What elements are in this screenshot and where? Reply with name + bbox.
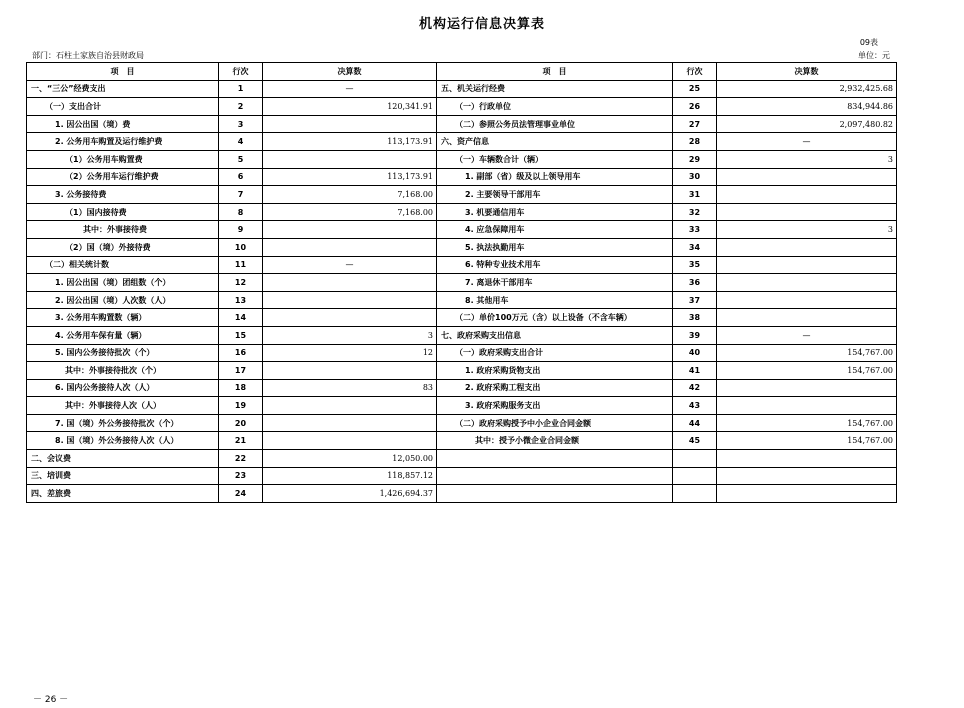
item-name-cell	[437, 467, 673, 485]
item-name-cell: （一）支出合计	[27, 98, 219, 116]
amount-cell	[717, 467, 897, 485]
amount-cell	[263, 414, 437, 432]
line-number-cell: 5	[219, 150, 263, 168]
line-number-cell: 22	[219, 450, 263, 468]
line-number-cell: 35	[673, 256, 717, 274]
line-number-cell: 25	[673, 80, 717, 98]
amount-cell: 3	[717, 150, 897, 168]
table-row	[27, 362, 897, 380]
table-row	[27, 256, 897, 274]
line-number-cell: 29	[673, 150, 717, 168]
table-body	[27, 80, 897, 502]
item-name-cell: 1. 因公出国（境）团组数（个）	[27, 274, 219, 292]
item-name-cell: 2. 主要领导干部用车	[437, 186, 673, 204]
line-number-cell: 32	[673, 203, 717, 221]
item-name-cell: 1. 因公出国（境）费	[27, 115, 219, 133]
amount-cell	[717, 168, 897, 186]
column-header-line: 行次	[673, 63, 717, 81]
line-number-cell: 38	[673, 309, 717, 327]
item-name-cell: 6. 国内公务接待人次（人）	[27, 379, 219, 397]
item-name-cell: 3. 政府采购服务支出	[437, 397, 673, 415]
amount-cell: 113,173.91	[263, 168, 437, 186]
amount-cell	[263, 362, 437, 380]
amount-cell	[717, 238, 897, 256]
line-number-cell: 18	[219, 379, 263, 397]
line-number-cell: 27	[673, 115, 717, 133]
line-number-cell: 12	[219, 274, 263, 292]
line-number-cell: 30	[673, 168, 717, 186]
column-header-item: 项 目	[27, 63, 219, 81]
line-number-cell: 15	[219, 326, 263, 344]
amount-cell: —	[263, 256, 437, 274]
line-number-cell: 6	[219, 168, 263, 186]
line-number-cell: 13	[219, 291, 263, 309]
line-number-cell: 2	[219, 98, 263, 116]
item-name-cell: 其中：授予小微企业合同金额	[437, 432, 673, 450]
item-name-cell: （1）国内接待费	[27, 203, 219, 221]
item-name-cell: 三、培训费	[27, 467, 219, 485]
item-name-cell: （二）参照公务员法管理事业单位	[437, 115, 673, 133]
table-row	[27, 309, 897, 327]
item-name-cell: （一）行政单位	[437, 98, 673, 116]
amount-cell	[263, 309, 437, 327]
line-number-cell: 34	[673, 238, 717, 256]
item-name-cell: 4. 应急保障用车	[437, 221, 673, 239]
item-name-cell: 5. 国内公务接待批次（个）	[27, 344, 219, 362]
item-name-cell: 2. 公务用车购置及运行维护费	[27, 133, 219, 151]
item-name-cell	[437, 485, 673, 503]
report-table	[26, 62, 897, 503]
table-row	[27, 186, 897, 204]
item-name-cell: 其中：外事接待费	[27, 221, 219, 239]
line-number-cell: 9	[219, 221, 263, 239]
table-row	[27, 221, 897, 239]
amount-cell: 118,857.12	[263, 467, 437, 485]
amount-cell: 154,767.00	[717, 362, 897, 380]
item-name-cell	[437, 450, 673, 468]
amount-cell: —	[263, 80, 437, 98]
line-number-cell: 44	[673, 414, 717, 432]
amount-cell	[263, 274, 437, 292]
item-name-cell: （一）政府采购支出合计	[437, 344, 673, 362]
item-name-cell: 3. 机要通信用车	[437, 203, 673, 221]
line-number-cell: 7	[219, 186, 263, 204]
line-number-cell: 40	[673, 344, 717, 362]
item-name-cell: 一、“三公”经费支出	[27, 80, 219, 98]
column-header-item: 项 目	[437, 63, 673, 81]
amount-cell	[717, 397, 897, 415]
line-number-cell: 3	[219, 115, 263, 133]
amount-cell	[717, 379, 897, 397]
column-header-line: 行次	[219, 63, 263, 81]
item-name-cell: 七、政府采购支出信息	[437, 326, 673, 344]
table-row	[27, 467, 897, 485]
item-name-cell: 2. 因公出国（境）人次数（人）	[27, 291, 219, 309]
item-name-cell: 3. 公务接待费	[27, 186, 219, 204]
amount-cell: 83	[263, 379, 437, 397]
table-row	[27, 379, 897, 397]
item-name-cell: （二）政府采购授予中小企业合同金额	[437, 414, 673, 432]
line-number-cell: 39	[673, 326, 717, 344]
page-number: － 26 －	[33, 695, 69, 705]
amount-cell	[263, 291, 437, 309]
line-number-cell: 4	[219, 133, 263, 151]
table-row	[27, 274, 897, 292]
amount-cell	[717, 291, 897, 309]
department-label: 部门：石柱土家族自治县财政局	[32, 51, 144, 60]
amount-cell: 12,050.00	[263, 450, 437, 468]
amount-cell: 113,173.91	[263, 133, 437, 151]
line-number-cell: 42	[673, 379, 717, 397]
table-row	[27, 238, 897, 256]
amount-cell: 120,341.91	[263, 98, 437, 116]
amount-cell: 7,168.00	[263, 186, 437, 204]
line-number-cell: 10	[219, 238, 263, 256]
line-number-cell: 45	[673, 432, 717, 450]
line-number-cell: 37	[673, 291, 717, 309]
line-number-cell: 17	[219, 362, 263, 380]
amount-cell	[263, 238, 437, 256]
item-name-cell: 其中：外事接待人次（人）	[27, 397, 219, 415]
table-row	[27, 397, 897, 415]
line-number-cell: 36	[673, 274, 717, 292]
line-number-cell	[673, 467, 717, 485]
item-name-cell: （2）国（境）外接待费	[27, 238, 219, 256]
amount-cell	[717, 485, 897, 503]
item-name-cell: （二）单价100万元（含）以上设备（不含车辆）	[437, 309, 673, 327]
table-row	[27, 326, 897, 344]
item-name-cell: 四、差旅费	[27, 485, 219, 503]
item-name-cell: 8. 国（境）外公务接待人次（人）	[27, 432, 219, 450]
item-name-cell: 4. 公务用车保有量（辆）	[27, 326, 219, 344]
item-name-cell: 六、资产信息	[437, 133, 673, 151]
item-name-cell: 1. 政府采购货物支出	[437, 362, 673, 380]
amount-cell	[263, 221, 437, 239]
item-name-cell: 1. 副部（省）级及以上领导用车	[437, 168, 673, 186]
table-row	[27, 414, 897, 432]
amount-cell: 154,767.00	[717, 414, 897, 432]
amount-cell: 1,426,694.37	[263, 485, 437, 503]
table-row	[27, 168, 897, 186]
line-number-cell: 19	[219, 397, 263, 415]
amount-cell: 834,944.86	[717, 98, 897, 116]
amount-cell	[263, 115, 437, 133]
page-title: 机构运行信息决算表	[418, 17, 545, 32]
table-row	[27, 344, 897, 362]
table-row	[27, 203, 897, 221]
amount-cell	[717, 256, 897, 274]
item-name-cell: 8. 其他用车	[437, 291, 673, 309]
amount-cell: —	[717, 133, 897, 151]
item-name-cell: 二、会议费	[27, 450, 219, 468]
item-name-cell: （一）车辆数合计（辆）	[437, 150, 673, 168]
amount-cell	[263, 432, 437, 450]
line-number-cell	[673, 485, 717, 503]
table-row	[27, 150, 897, 168]
unit-label: 单位：元	[858, 51, 890, 60]
amount-cell	[717, 309, 897, 327]
item-name-cell: （2）公务用车运行维护费	[27, 168, 219, 186]
amount-cell	[263, 397, 437, 415]
line-number-cell: 33	[673, 221, 717, 239]
table-row	[27, 450, 897, 468]
table-header-row	[27, 63, 897, 81]
amount-cell	[717, 186, 897, 204]
table-row	[27, 115, 897, 133]
item-name-cell: （1）公务用车购置费	[27, 150, 219, 168]
line-number-cell: 1	[219, 80, 263, 98]
line-number-cell: 23	[219, 467, 263, 485]
line-number-cell: 14	[219, 309, 263, 327]
table-row	[27, 98, 897, 116]
item-name-cell: 7. 离退休干部用车	[437, 274, 673, 292]
table-code: 09表	[859, 38, 878, 47]
line-number-cell: 8	[219, 203, 263, 221]
item-name-cell: （二）相关统计数	[27, 256, 219, 274]
item-name-cell: 7. 国（境）外公务接待批次（个）	[27, 414, 219, 432]
amount-cell: 3	[717, 221, 897, 239]
item-name-cell: 2. 政府采购工程支出	[437, 379, 673, 397]
line-number-cell: 28	[673, 133, 717, 151]
amount-cell: 12	[263, 344, 437, 362]
item-name-cell: 其中：外事接待批次（个）	[27, 362, 219, 380]
amount-cell: 2,097,480.82	[717, 115, 897, 133]
table-row	[27, 80, 897, 98]
line-number-cell: 41	[673, 362, 717, 380]
amount-cell	[717, 274, 897, 292]
amount-cell	[717, 203, 897, 221]
amount-cell: 3	[263, 326, 437, 344]
table-row	[27, 432, 897, 450]
item-name-cell: 6. 特种专业技术用车	[437, 256, 673, 274]
amount-cell: 154,767.00	[717, 344, 897, 362]
line-number-cell: 16	[219, 344, 263, 362]
item-name-cell: 五、机关运行经费	[437, 80, 673, 98]
line-number-cell: 31	[673, 186, 717, 204]
amount-cell	[263, 150, 437, 168]
item-name-cell: 3. 公务用车购置数（辆）	[27, 309, 219, 327]
amount-cell: 154,767.00	[717, 432, 897, 450]
table-row	[27, 485, 897, 503]
amount-cell: 7,168.00	[263, 203, 437, 221]
table-row	[27, 291, 897, 309]
amount-cell: 2,932,425.68	[717, 80, 897, 98]
table-row	[27, 133, 897, 151]
line-number-cell: 21	[219, 432, 263, 450]
line-number-cell: 11	[219, 256, 263, 274]
line-number-cell: 26	[673, 98, 717, 116]
line-number-cell: 24	[219, 485, 263, 503]
column-header-amount: 决算数	[263, 63, 437, 81]
item-name-cell: 5. 执法执勤用车	[437, 238, 673, 256]
column-header-amount: 决算数	[717, 63, 897, 81]
line-number-cell: 20	[219, 414, 263, 432]
amount-cell: —	[717, 326, 897, 344]
amount-cell	[717, 450, 897, 468]
line-number-cell: 43	[673, 397, 717, 415]
line-number-cell	[673, 450, 717, 468]
